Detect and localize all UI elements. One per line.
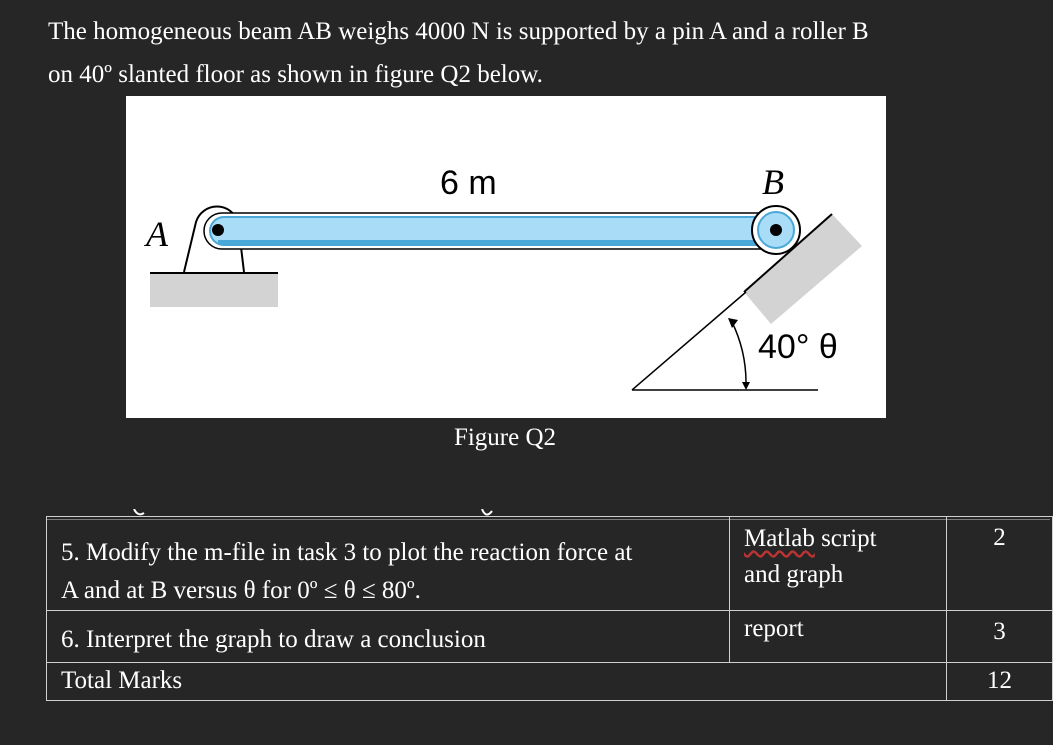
marks-5-cell [947,517,1053,611]
ground-block-a [150,274,278,307]
pin-b-dot [770,224,782,236]
deliverable-6: report [744,615,804,642]
task-6: 6. Interpret the graph to draw a conclusion [61,626,486,653]
pin-a-dot [212,224,224,236]
marks-6: 3 [993,618,1006,645]
deliverable-6-cell [730,611,947,663]
deliverable-5-line-1 [744,521,946,557]
angle-arrow-top [728,318,738,328]
total-label: Total Marks [61,667,183,694]
length-label: 6 m [440,164,497,202]
task-5-line-1: 5. Modify the m-file in task 3 to plot the reaction force at [61,539,633,566]
angle-label: 40° θ [758,328,838,366]
label-a: A [146,214,168,254]
angle-arc [732,322,746,386]
label-b: B [762,162,784,202]
angle-arrow-bottom [742,382,750,390]
figure-caption: Figure Q2 [453,424,557,451]
slope-line [632,292,746,390]
task-5-cell [47,517,730,611]
marks-5: 2 [993,524,1006,551]
marks-table [46,516,1053,701]
intro-line-2: on 40º slanted floor as shown in figure Q2 below. [48,61,543,88]
table-row [47,517,1053,611]
figure-q2 [126,96,886,418]
task-5-line-2: A and at B versus θ for 0º ≤ θ ≤ 80º. [61,577,421,604]
deliverable-5-cell [730,517,947,611]
beam-diagram [126,96,886,418]
intro-line-1: The homogeneous beam AB weighs 4000 N is supported by a pin A and a roller B [48,18,869,45]
total-label-cell [47,663,947,701]
total-marks-cell [947,663,1053,701]
table-row [47,663,1053,701]
question-intro [48,10,1038,96]
total-marks: 12 [987,667,1012,694]
table-row [47,611,1053,663]
task-6-cell [47,611,730,663]
deliverable-5-rest: script [814,525,877,552]
marks-6-cell [947,611,1053,663]
spellcheck-word: Matlab [744,525,815,552]
deliverable-5-line-2: and graph [744,561,844,588]
